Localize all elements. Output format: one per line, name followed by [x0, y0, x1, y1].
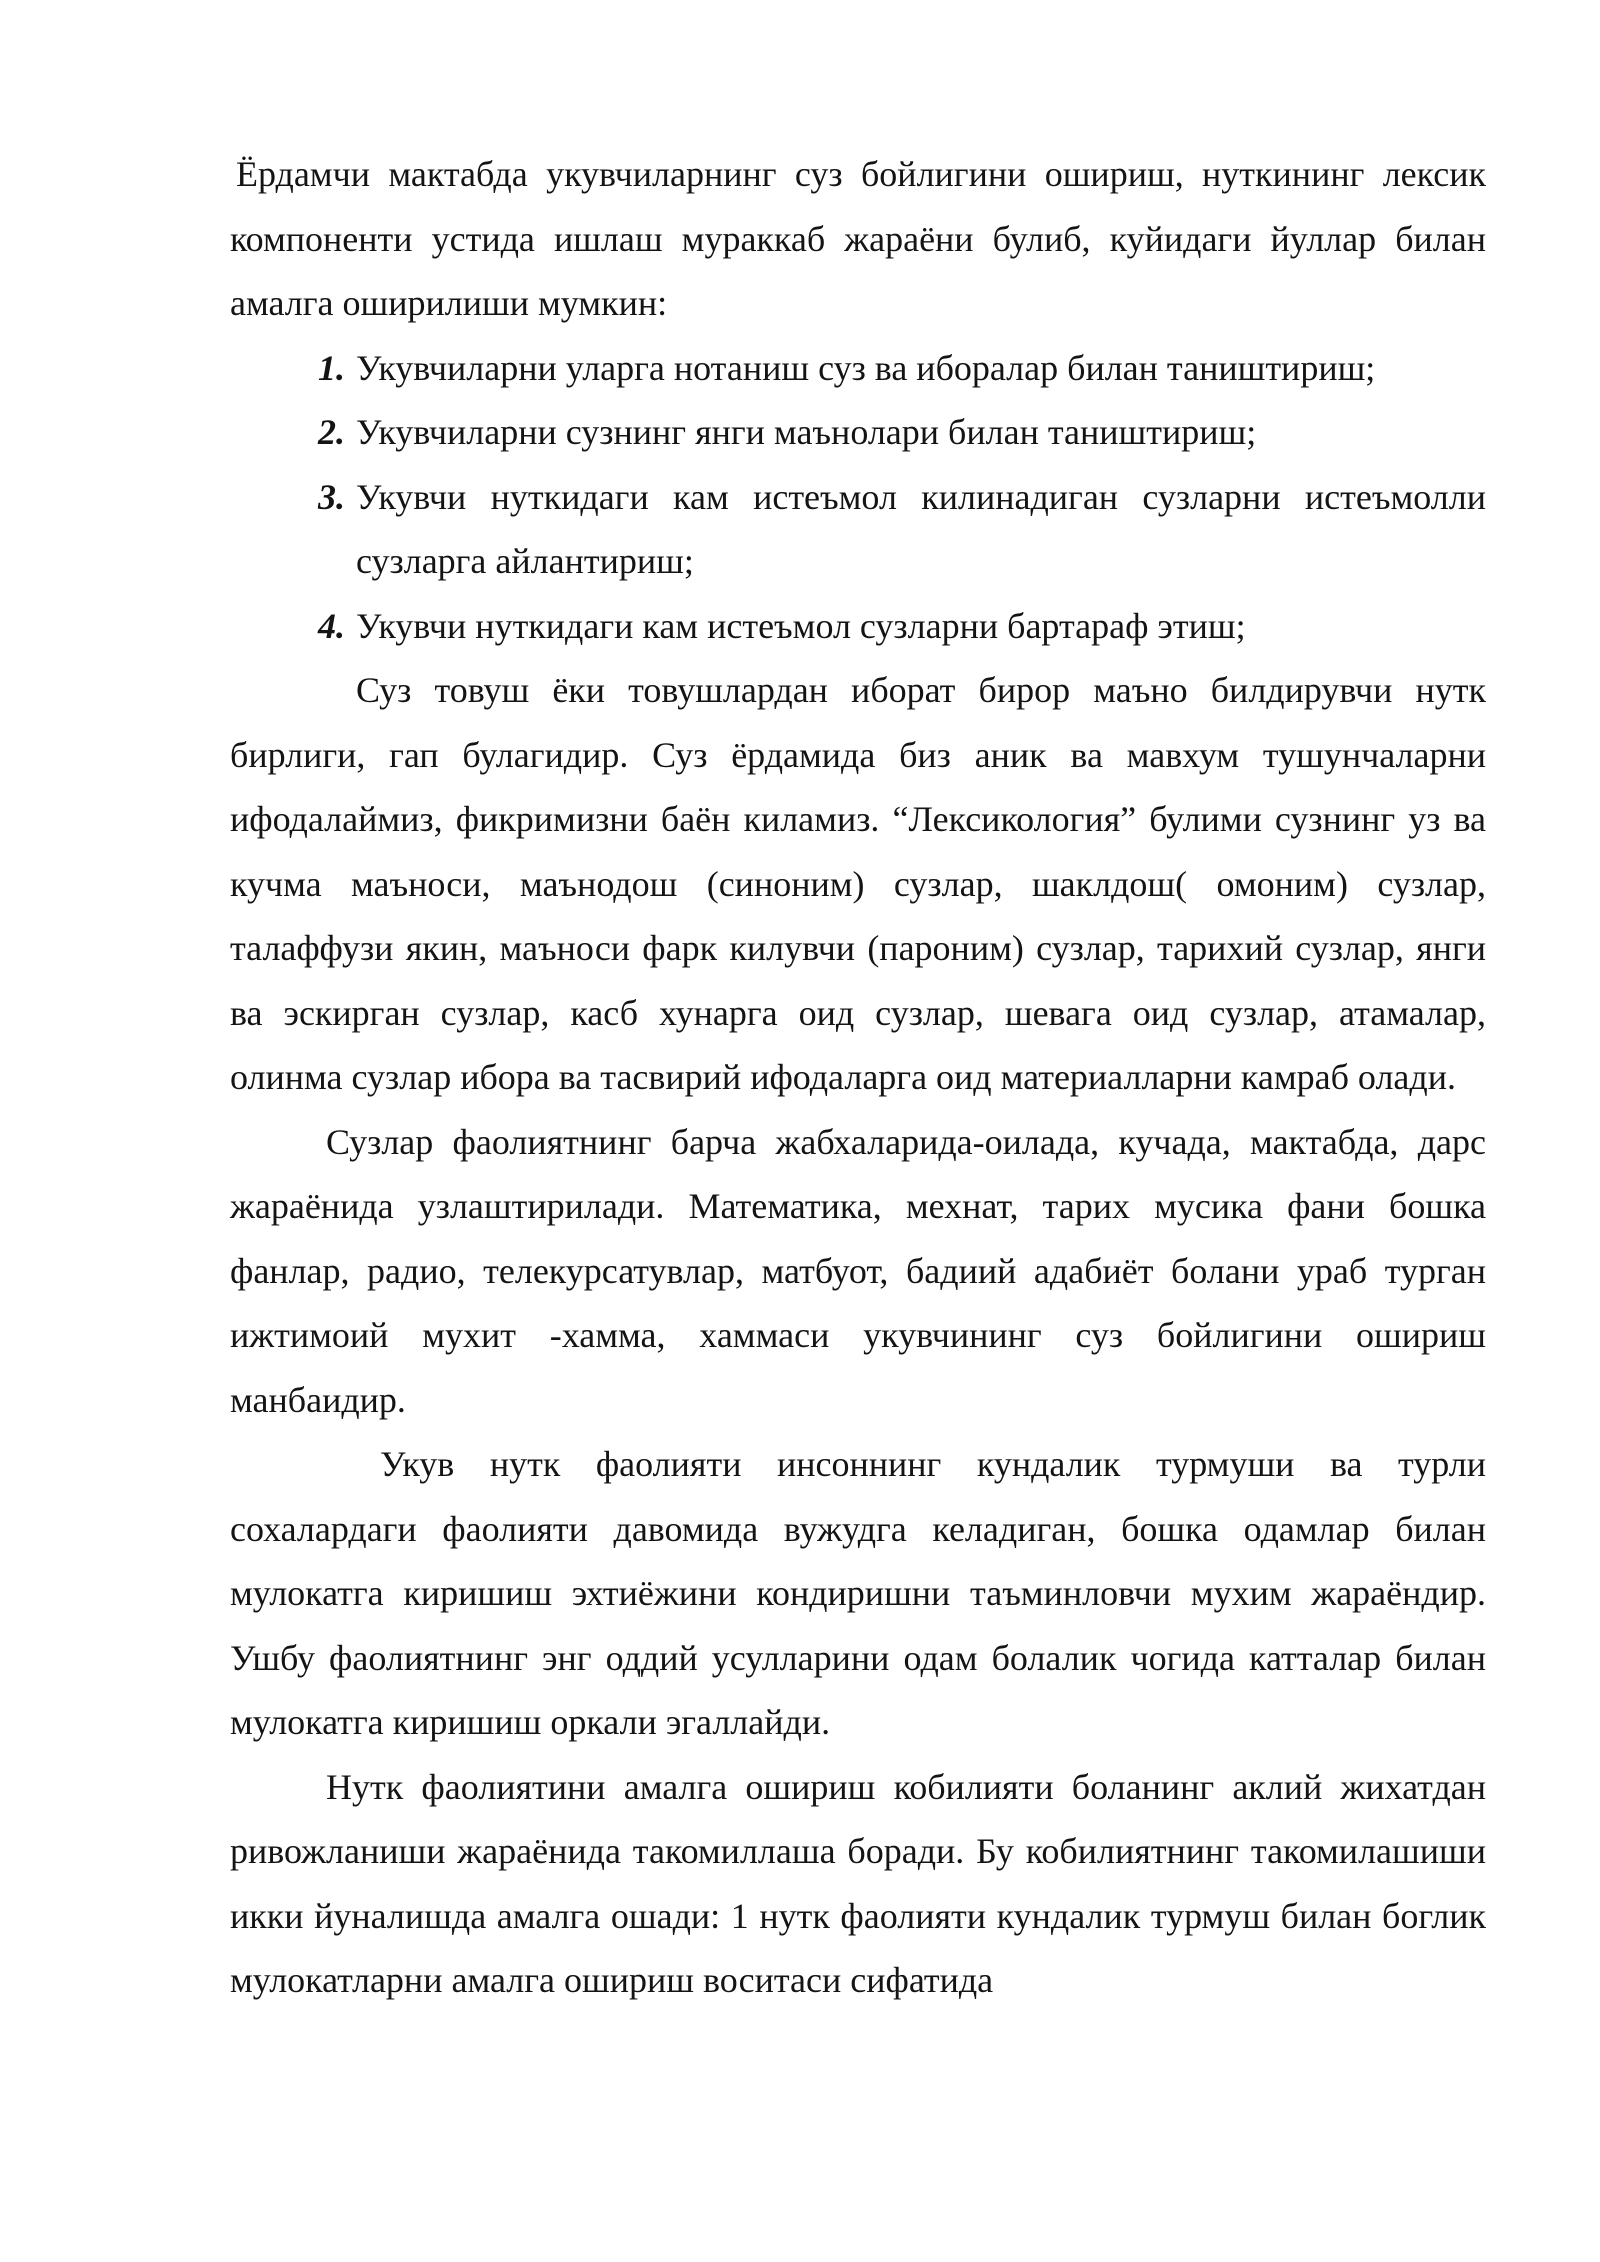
document-body	[230, 142, 1486, 2013]
paragraph-word-sources: Сузлар фаолиятнинг барча жабхаларида-оилада, кучада, мактабда, дарс жараёнида узлаштирилади. Математика, мехнат, тарих мусика фани бошка фанлар, радио, телекурсатувлар, матбуот, бадиий адабиёт болани ураб турган ижтимоий мухит -хамма, хаммаси укувчининг суз бойлигини ошириш манбаидир.	[230, 1121, 1486, 1420]
list-item-number: 4.	[318, 605, 345, 646]
list-item-number: 1.	[318, 347, 345, 388]
list-item	[230, 336, 1486, 401]
list-item-text: Укувчиларни сузнинг янги маънолари билан таништириш;	[356, 412, 1257, 452]
method-list	[230, 336, 1486, 659]
paragraph-speech-ability: Нутк фаолиятини амалга ошириш кобилияти боланинг аклий жихатдан ривожланиши жараёнида такомиллаша боради. Бу кобилиятнинг такомилашиши икки йуналишда амалга ошади: 1 нутк фаолияти кундалик турмуш билан боглик мулокатларни амалга ошириш воситаси сифатида	[230, 1766, 1486, 2000]
list-item	[230, 594, 1486, 659]
list-item-number: 2.	[318, 412, 345, 452]
list-item	[230, 400, 1486, 465]
list-item	[230, 465, 1486, 594]
paragraph-word-definition: Суз товуш ёки товушлардан иборат бирор маъно билдирувчи нутк бирлиги, гап булагидир. Суз ёрдамида биз аник ва мавхум тушунчаларни ифодалаймиз, фикримизни баён киламиз. “Лексикология” булими сузнинг уз ва кучма маъноси, маънодош (синоним) сузлар, шаклдош( омоним) сузлар, талаффузи якин, маъноси фарк килувчи (пароним) сузлар, тарихий сузлар, янги ва эскирган сузлар, касб хунарга оид сузлар, шевага оид сузлар, атамалар, олинма сузлар ибора ва тасвирий ифодаларга оид материалларни камраб олади.	[230, 670, 1486, 1097]
intro-paragraph: Ёрдамчи мактабда укувчиларнинг суз бойлигини ошириш, нуткининг лексик компоненти устида ишлаш мураккаб жараёни булиб, куйидаги йуллар билан амалга оширилиши мумкин:	[230, 154, 1486, 323]
list-item-text: Укувчи нуткидаги кам истеъмол килинадиган сузларни истеъмолли сузларга айлантириш;	[356, 476, 1486, 581]
list-item-text: Укувчи нуткидаги кам истеъмол сузларни бартараф этиш;	[356, 605, 1246, 646]
list-item-number: 3.	[318, 476, 345, 517]
list-item-text: Укувчиларни уларга нотаниш суз ва иборалар билан таништириш;	[356, 347, 1376, 388]
paragraph-speech-activity: Укув нутк фаолияти инсоннинг кундалик турмуши ва турли сохалардаги фаолияти давомида вужудга келадиган, бошка одамлар билан мулокатга киришиш эхтиёжини кондиришни таъминловчи мухим жараёндир. Ушбу фаолиятнинг энг оддий усулларини одам болалик чогида катталар билан мулокатга киришиш оркали эгаллайди.	[230, 1444, 1486, 1742]
